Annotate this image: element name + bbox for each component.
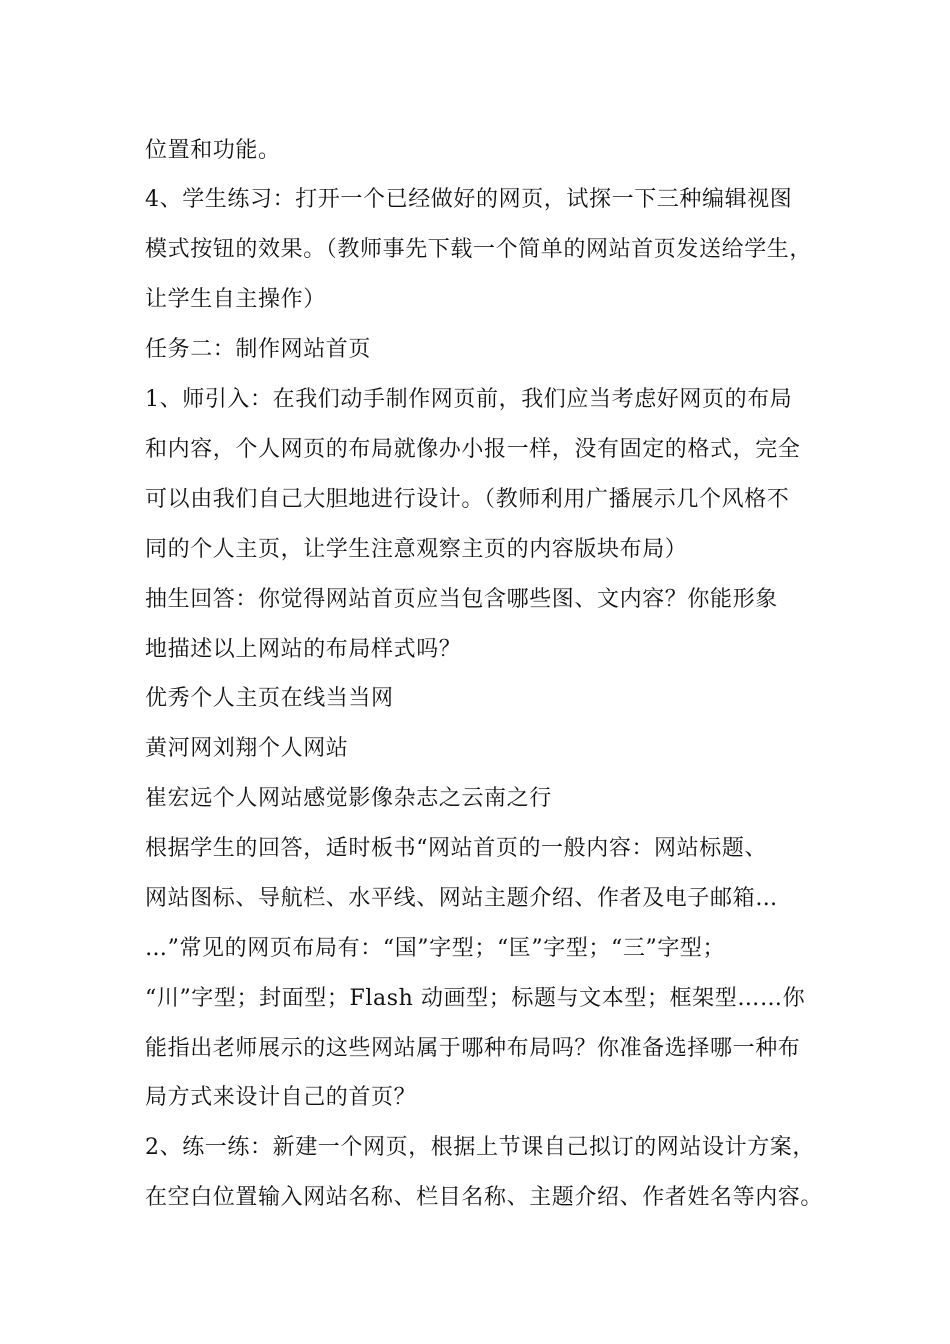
text-line: 在空白位置输入网站名称、栏目名称、主题介绍、作者姓名等内容。: [145, 1185, 824, 1210]
text-line: 地描述以上网站的布局样式吗？: [145, 637, 462, 662]
text-line: 和内容，个人网页的布局就像办小报一样，没有固定的格式，完全: [145, 437, 801, 462]
text-line: 优秀个人主页在线当当网: [145, 686, 394, 711]
text-line: 1、师引入：在我们动手制作网页前，我们应当考虑好网页的布局: [145, 387, 793, 412]
text-line: 根据学生的回答，适时板书“网站首页的一般内容：网站标题、: [145, 836, 768, 861]
text-line: 局方式来设计自己的首页？: [145, 1085, 417, 1110]
text-line: 抽生回答：你觉得网站首页应当包含哪些图、文内容？你能形象: [145, 587, 778, 612]
text-line: 模式按钮的效果。（教师事先下载一个简单的网站首页发送给学生，: [145, 237, 813, 262]
text-line: 能指出老师展示的这些网站属于哪种布局吗？你准备选择哪一种布: [145, 1036, 801, 1061]
text-line: 让学生自主操作）: [145, 287, 326, 312]
text-line: 同的个人主页，让学生注意观察主页的内容版块布局）: [145, 537, 688, 562]
text-line: 网站图标、导航栏、水平线、网站主题介绍、作者及电子邮箱…: [145, 886, 778, 911]
text-line: 崔宏远个人网站感觉影像杂志之云南之行: [145, 786, 552, 811]
text-line: 可以由我们自己大胆地进行设计。（教师利用广播展示几个风格不: [145, 487, 790, 512]
text-line: …”常见的网页布局有：“国”字型；“匡”字型；“三”字型；: [145, 936, 726, 961]
text-line: “川”字型；封面型；Flash 动画型；标题与文本型；框架型……你: [145, 986, 806, 1011]
section-heading: 任务二：制作网站首页: [145, 337, 372, 362]
text-line: 位置和功能。: [145, 138, 281, 163]
text-line: 4、学生练习：打开一个已经做好的网页，试探一下三种编辑视图: [145, 187, 793, 212]
text-line: 2、练一练：新建一个网页，根据上节课自己拟订的网站设计方案，: [145, 1135, 815, 1160]
text-line: 黄河网刘翔个人网站: [145, 736, 349, 761]
